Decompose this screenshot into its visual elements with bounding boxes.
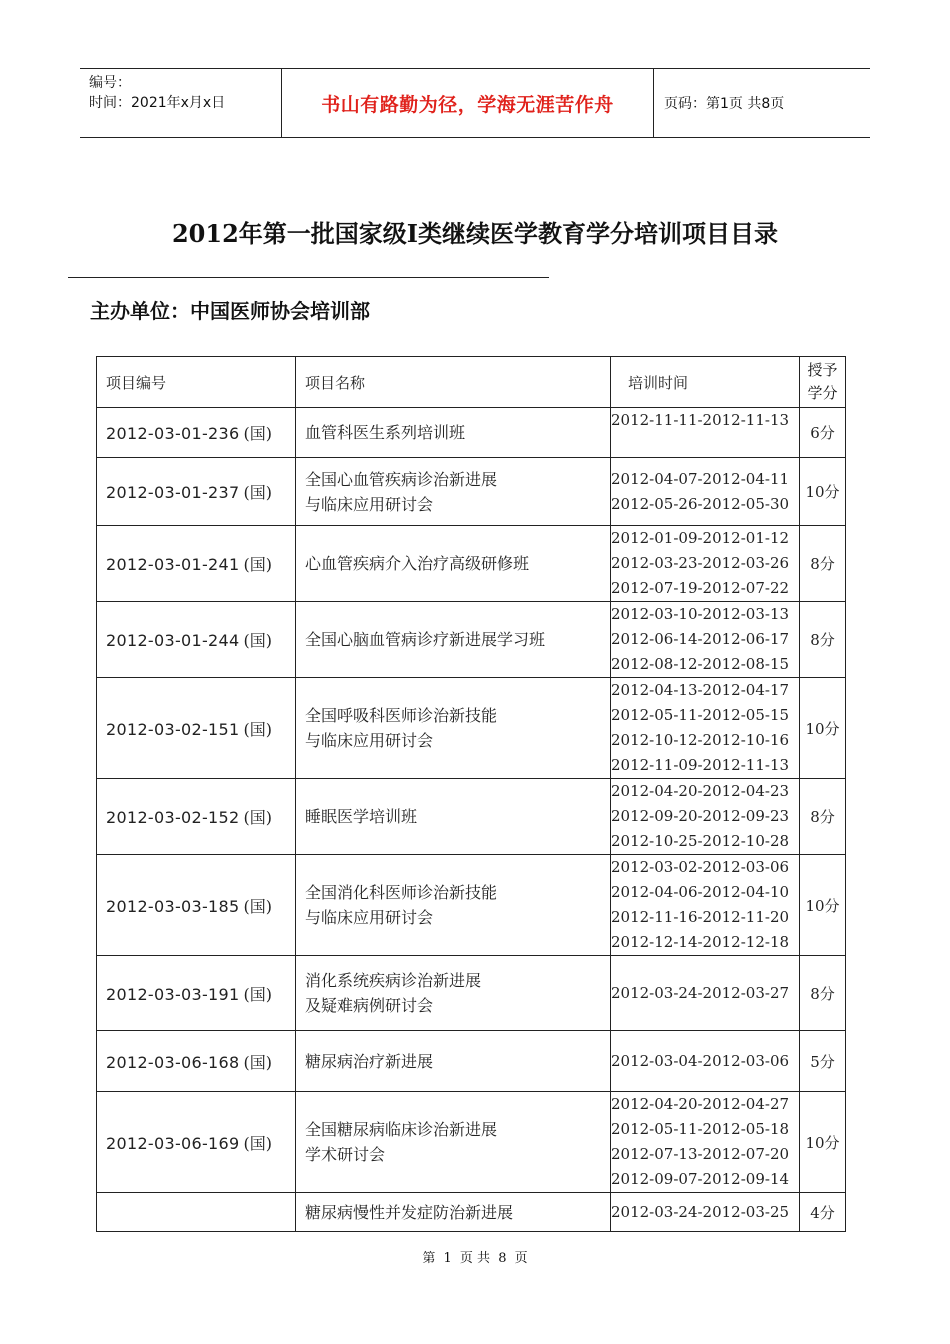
project-code: 2012-03-02-152 [106, 808, 240, 827]
project-code: 2012-03-01-236 [106, 424, 240, 443]
training-date-range: 2012-10-25-2012-10-28 [611, 832, 790, 850]
credit-cell: 8分 [800, 602, 846, 678]
project-name-line: 全国心脑血管病诊疗新进展学习班 [305, 630, 546, 649]
credit-cell: 10分 [800, 458, 846, 526]
project-code-cell [97, 458, 296, 526]
project-table [96, 356, 846, 1232]
credit-cell: 8分 [800, 779, 846, 855]
project-name-cell [296, 855, 611, 956]
document-title: 2012年第一批国家级I类继续医学教育学分培训项目目录 [171, 219, 779, 248]
header-name: 项目名称 [296, 357, 611, 408]
organizer-heading: 主办单位：中国医师协会培训部 [90, 299, 370, 323]
project-name-cell [296, 956, 611, 1031]
project-code-suffix: (国) [243, 808, 272, 827]
project-code-suffix: (国) [243, 984, 272, 1004]
credit-cell: 4分 [800, 1193, 846, 1232]
credit-cell: 8分 [800, 956, 846, 1031]
project-code-cell [97, 678, 296, 779]
project-code-suffix: (国) [243, 896, 272, 916]
project-name-line: 全国心血管疾病诊治新进展 [305, 469, 498, 489]
training-date-range: 2012-03-24-2012-03-27 [611, 983, 790, 1002]
project-code-suffix: (国) [243, 424, 272, 443]
project-name-line: 全国呼吸科医师诊治新技能 [305, 706, 498, 725]
project-code: 2012-03-01-237 [106, 483, 240, 502]
training-date-range: 2012-07-19-2012-07-22 [611, 579, 790, 597]
table-row [97, 956, 846, 1031]
project-name-line: 学术研讨会 [305, 1145, 386, 1164]
time-label: 时间：2021年x月x日 [89, 95, 226, 111]
training-time-cell [611, 779, 800, 855]
project-name-line: 与临床应用研讨会 [305, 494, 434, 514]
project-name-cell [296, 408, 611, 458]
training-date-range: 2012-11-16-2012-11-20 [611, 908, 790, 926]
project-name-cell [296, 1031, 611, 1092]
training-date-range: 2012-05-11-2012-05-18 [611, 1120, 790, 1138]
training-date-range: 2012-05-26-2012-05-30 [611, 494, 790, 513]
project-name-line: 睡眠医学培训班 [305, 807, 418, 826]
project-name-line: 糖尿病慢性并发症防治新进展 [305, 1202, 514, 1222]
training-date-range: 2012-09-07-2012-09-14 [611, 1170, 790, 1188]
training-date-range: 2012-08-12-2012-08-15 [611, 655, 790, 673]
project-code-suffix: (国) [243, 1133, 272, 1153]
training-date-range: 2012-07-13-2012-07-20 [611, 1145, 790, 1163]
table-row [97, 779, 846, 855]
training-time-cell [611, 408, 800, 458]
footer-prefix: 第 [422, 1251, 436, 1266]
project-code-suffix: (国) [243, 631, 272, 650]
training-time-cell [611, 458, 800, 526]
project-code-suffix: (国) [243, 555, 272, 574]
project-code-cell [97, 956, 296, 1031]
project-code: 2012-03-01-241 [106, 555, 240, 574]
footer-suffix: 页 [514, 1251, 528, 1266]
motto: 书山有路勤为径，学海无涯苦作舟 [321, 93, 614, 116]
project-code: 2012-03-03-185 [106, 896, 240, 916]
table-row [97, 408, 846, 458]
training-date-range: 2012-03-23-2012-03-26 [611, 554, 790, 572]
project-code-cell [97, 1193, 296, 1232]
project-name-line: 全国消化科医师诊治新技能 [305, 883, 498, 902]
footer-mid: 页 共 [459, 1251, 491, 1266]
project-name-cell [296, 678, 611, 779]
credit-cell: 5分 [800, 1031, 846, 1092]
project-code-cell [97, 1092, 296, 1193]
training-date-range: 2012-09-20-2012-09-23 [611, 807, 790, 825]
project-name-cell [296, 1092, 611, 1193]
table-row [97, 855, 846, 956]
project-code-cell [97, 779, 296, 855]
project-name-line: 心血管疾病介入治疗高级研修班 [305, 554, 530, 573]
project-name-line: 血管科医生系列培训班 [305, 423, 466, 442]
header-page-code [654, 69, 870, 137]
credit-cell: 8分 [800, 526, 846, 602]
training-date-range: 2012-05-11-2012-05-15 [611, 706, 790, 724]
project-code: 2012-03-06-168 [106, 1052, 240, 1072]
table-row [97, 1031, 846, 1092]
training-date-range: 2012-03-02-2012-03-06 [611, 858, 790, 876]
credit-cell: 10分 [800, 678, 846, 779]
project-code: 2012-03-06-169 [106, 1133, 240, 1153]
training-time-cell [611, 1031, 800, 1092]
project-name-line: 全国糖尿病临床诊治新进展 [305, 1120, 498, 1139]
training-date-range: 2012-06-14-2012-06-17 [611, 630, 790, 648]
project-name-line: 消化系统疾病诊治新进展 [305, 971, 482, 990]
project-code-cell [97, 526, 296, 602]
project-name-cell [296, 602, 611, 678]
training-time-cell [611, 855, 800, 956]
training-date-range: 2012-04-13-2012-04-17 [611, 681, 790, 699]
project-code: 2012-03-03-191 [106, 984, 240, 1004]
training-date-range: 2012-12-14-2012-12-18 [611, 933, 790, 951]
document-header [80, 68, 870, 138]
project-code-cell [97, 1031, 296, 1092]
table-header-row [97, 357, 846, 408]
project-code-cell [97, 408, 296, 458]
number-label: 编号： [89, 75, 131, 91]
training-date-range: 2012-03-10-2012-03-13 [611, 605, 790, 623]
project-name-cell [296, 779, 611, 855]
table-row [97, 678, 846, 779]
training-date-range: 2012-01-09-2012-01-12 [611, 529, 790, 547]
training-date-range: 2012-04-20-2012-04-27 [611, 1095, 790, 1113]
page-code-label: 页码：第1页 共8页 [664, 96, 785, 112]
training-date-range: 2012-03-24-2012-03-25 [611, 1202, 790, 1221]
training-time-cell [611, 956, 800, 1031]
title-divider [68, 277, 549, 278]
project-code: 2012-03-01-244 [106, 631, 240, 650]
project-name-line: 与临床应用研讨会 [305, 908, 434, 927]
header-time: 培训时间 [611, 357, 800, 408]
table-row [97, 602, 846, 678]
project-name-line: 糖尿病治疗新进展 [305, 1051, 434, 1071]
table-row [97, 1092, 846, 1193]
credit-cell: 6分 [800, 408, 846, 458]
training-time-cell [611, 602, 800, 678]
credit-cell: 10分 [800, 855, 846, 956]
project-name-cell [296, 526, 611, 602]
training-date-range: 2012-04-07-2012-04-11 [611, 469, 790, 488]
credit-cell: 10分 [800, 1092, 846, 1193]
training-date-range: 2012-04-20-2012-04-23 [611, 782, 790, 800]
project-code-suffix: (国) [243, 483, 272, 502]
project-code: 2012-03-02-151 [106, 719, 240, 739]
footer-page: 1 [443, 1251, 452, 1266]
training-date-range: 2012-04-06-2012-04-10 [611, 883, 790, 901]
footer-total: 8 [498, 1251, 507, 1266]
training-date-range: 2012-03-04-2012-03-06 [611, 1051, 790, 1070]
project-name-line: 与临床应用研讨会 [305, 731, 434, 750]
table-row [97, 1193, 846, 1232]
table-row [97, 526, 846, 602]
training-time-cell [611, 1193, 800, 1232]
header-motto-cell [281, 69, 654, 137]
project-code-cell [97, 602, 296, 678]
project-name-cell [296, 458, 611, 526]
header-credit [800, 357, 846, 408]
project-name-cell [296, 1193, 611, 1232]
header-meta [80, 69, 281, 137]
training-date-range: 2012-11-11-2012-11-13 [611, 411, 790, 429]
training-time-cell [611, 1092, 800, 1193]
project-code-suffix: (国) [243, 1052, 272, 1072]
project-code-suffix: (国) [243, 719, 272, 739]
project-code-cell [97, 855, 296, 956]
training-time-cell [611, 526, 800, 602]
header-credit-line1: 授予 [807, 361, 838, 379]
header-credit-line2: 学分 [807, 384, 838, 402]
training-time-cell [611, 678, 800, 779]
project-name-line: 及疑难病例研讨会 [305, 996, 434, 1015]
training-date-range: 2012-11-09-2012-11-13 [611, 756, 790, 774]
page-footer [0, 1247, 950, 1266]
table-row [97, 458, 846, 526]
training-date-range: 2012-10-12-2012-10-16 [611, 731, 790, 749]
header-code: 项目编号 [97, 357, 296, 408]
